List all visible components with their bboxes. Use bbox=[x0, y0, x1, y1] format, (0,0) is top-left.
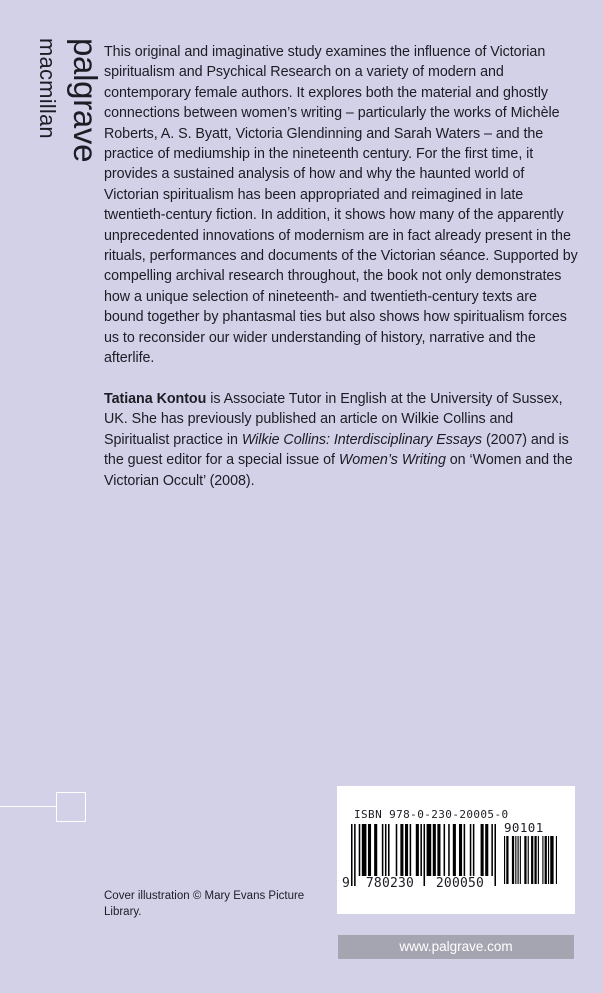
barcode-addon-bars bbox=[504, 836, 557, 904]
barcode-bar bbox=[368, 824, 371, 876]
barcode-bar bbox=[374, 824, 377, 876]
barcode-bar bbox=[400, 824, 403, 876]
barcode-first-digit: 9 bbox=[342, 876, 350, 891]
barcode-bar bbox=[556, 836, 557, 884]
barcode-bar bbox=[405, 824, 408, 876]
cover-credit: Cover illustration © Mary Evans Picture Library. bbox=[104, 890, 305, 918]
barcode-bar bbox=[448, 824, 450, 876]
barcode-bar bbox=[473, 824, 475, 876]
barcode-bar bbox=[416, 824, 419, 876]
publisher-logo bbox=[18, 38, 104, 188]
bio-text-2: (2007) and is the guest editor for a special issue of bbox=[104, 431, 569, 469]
isbn-label: ISBN 978-0-230-20005-0 bbox=[354, 808, 509, 821]
barcode-addon-number: 90101 bbox=[504, 820, 544, 835]
barcode-bar bbox=[459, 824, 462, 876]
barcode-bar bbox=[538, 836, 539, 884]
barcode-bar bbox=[528, 836, 529, 884]
barcode-bar bbox=[524, 836, 526, 884]
barcode-left-digits: 780230 bbox=[357, 876, 423, 891]
barcode-bar bbox=[506, 836, 508, 884]
barcode-bar bbox=[444, 824, 446, 876]
publisher-line1: palgrave bbox=[67, 38, 104, 163]
barcode-bar bbox=[520, 836, 521, 884]
barcode-bar bbox=[410, 824, 412, 876]
barcode-bar bbox=[494, 824, 496, 886]
barcode-bar bbox=[453, 824, 456, 876]
barcode-bar bbox=[534, 836, 536, 884]
journal-title: Women’s Writing bbox=[338, 452, 446, 469]
barcode-bar bbox=[433, 824, 436, 876]
decorative-line bbox=[0, 806, 56, 807]
barcode-bar bbox=[550, 836, 553, 884]
barcode-bar bbox=[427, 824, 432, 876]
barcode-bar bbox=[388, 824, 390, 876]
barcode-bar bbox=[464, 824, 466, 876]
barcode-bar bbox=[424, 824, 426, 886]
bio-text-3: on ‘Women and the Victorian Occult’ (2008). bbox=[104, 452, 573, 489]
back-cover-text bbox=[104, 42, 579, 511]
book-title-1: Wilkie Collins: Interdisciplinary Essays bbox=[241, 431, 483, 448]
barcode-bar bbox=[531, 836, 533, 884]
barcode-bar bbox=[382, 824, 384, 876]
barcode-bar bbox=[545, 836, 547, 884]
barcode-bar bbox=[396, 824, 398, 876]
barcode-bar bbox=[548, 836, 549, 884]
barcode-bar bbox=[515, 836, 516, 884]
barcode-bar bbox=[481, 824, 484, 876]
barcode-bar bbox=[351, 824, 353, 886]
barcode-bar bbox=[504, 836, 505, 884]
barcode-bar bbox=[470, 824, 472, 876]
author-name: Tatiana Kontou bbox=[104, 390, 207, 407]
author-bio bbox=[104, 389, 579, 491]
description-paragraph: This original and imaginative study examines the influence of Victorian spiritualism and Psychical Research on a variety of modern and contemporary female authors. It explores both the material and ghostly connections between women’s writing – particularly the works of Michèle Roberts, A. S. Byatt, Victoria Glendinning and Sarah Waters – and the practice of mediumship in the nineteenth century. For the first time, it provides a sustained analysis of how and why the haunted world of Victorian spiritualism has been appropriated and reimagined in late twentieth-century fiction. In addition, it shows how many of the apparently unprecedented innovations of modernism are in fact already present in the rituals, performances and documents of the Victorian séance. Supported by compelling archival research throughout, the book not only demonstrates how a unique selection of nineteenth- and twentieth-century texts are bound together by phantasmal ties but also shows how spiritualism forces us to reconsider our wider understanding of history, narrative and the afterlife. bbox=[104, 44, 578, 367]
barcode-bar bbox=[542, 836, 543, 884]
barcode-bar bbox=[512, 836, 514, 884]
isbn-barcode bbox=[337, 786, 575, 914]
barcode-bar bbox=[437, 824, 440, 876]
decorative-square bbox=[56, 792, 86, 822]
barcode-bar bbox=[485, 824, 488, 876]
publisher-line2: macmillan bbox=[35, 38, 60, 139]
barcode-bar bbox=[359, 824, 361, 876]
publisher-website[interactable]: www.palgrave.com bbox=[338, 935, 574, 959]
barcode-bar bbox=[362, 824, 367, 876]
publisher-logo-text bbox=[18, 38, 104, 188]
barcode-bar bbox=[518, 836, 519, 884]
barcode-bar bbox=[385, 824, 387, 876]
barcode-bar bbox=[354, 824, 356, 886]
bio-text-1: is Associate Tutor in English at the University of Sussex, UK. She has previously published an article on Wilkie Collins and Spiritualist practice in bbox=[104, 390, 563, 448]
barcode-right-digits: 200050 bbox=[427, 876, 493, 891]
